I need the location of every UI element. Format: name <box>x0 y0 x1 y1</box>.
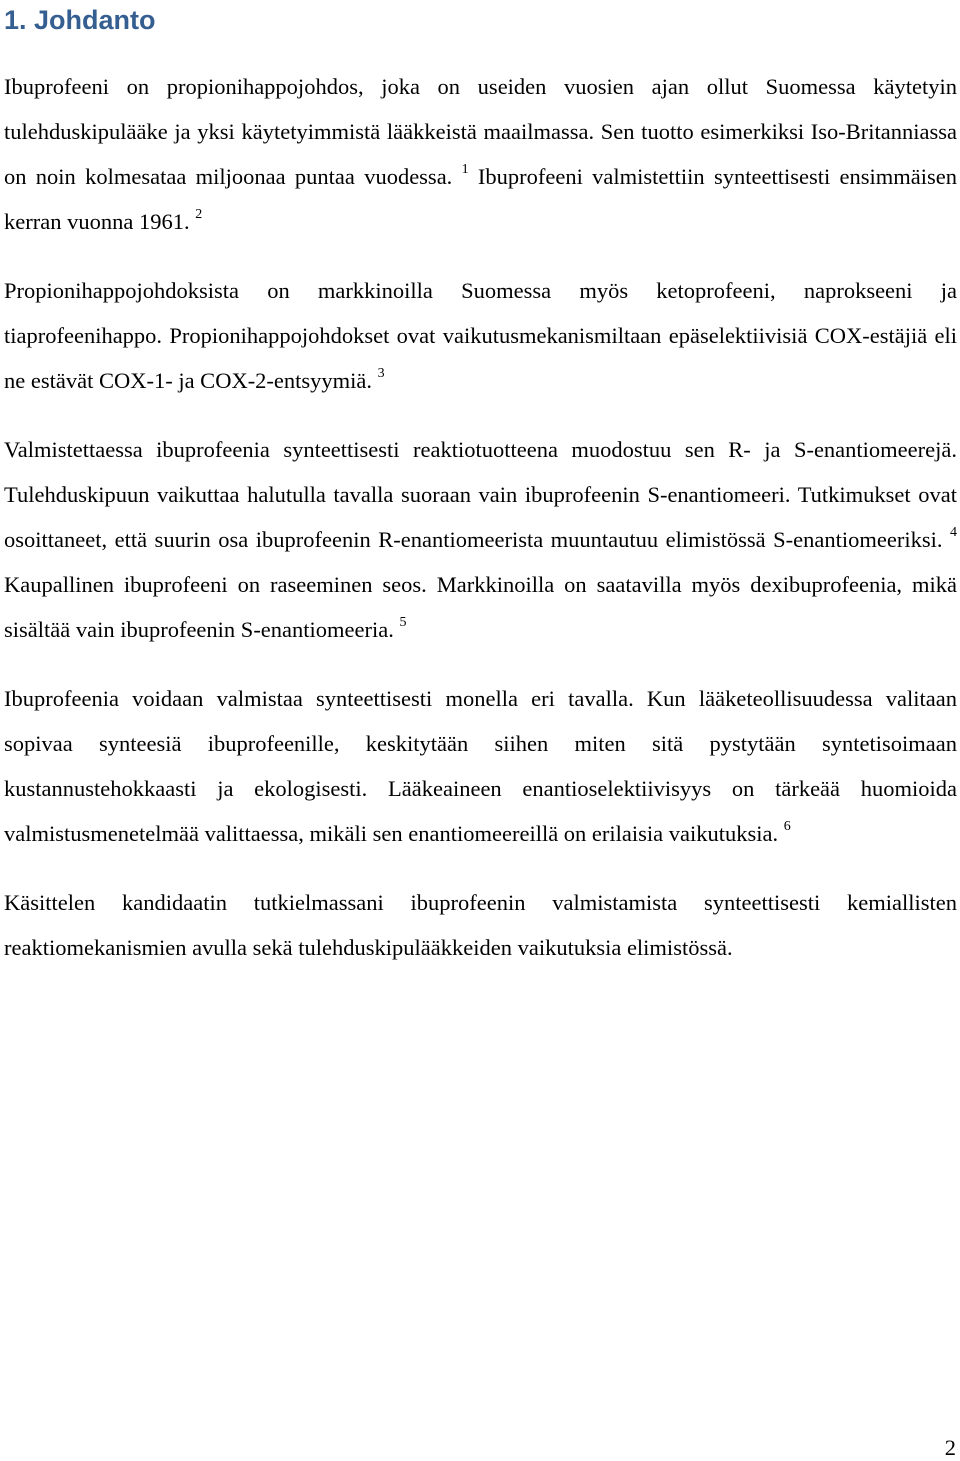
footnote-ref-6: 6 <box>783 818 791 834</box>
paragraph-propionic-derivatives <box>4 268 957 403</box>
page-number: 2 <box>944 1435 956 1460</box>
document-body <box>4 64 957 994</box>
footnote-ref-2: 2 <box>195 206 203 222</box>
paragraph-text: Ibuprofeeni valmistettiin synteettisesti ensimmäisen kerran vuonna 1961. <box>4 164 957 234</box>
paragraph-text: Kaupallinen ibuprofeeni on raseeminen seos. Markkinoilla on saatavilla myös dexibuprofeenia, mikä sisältää vain ibuprofeenin S-enantiomeeria. <box>4 572 957 642</box>
paragraph-text: Käsittelen kandidaatin tutkielmassani ibuprofeenin valmistamista synteettisesti kemiallisten reaktiomekanismien avulla sekä tulehduskipulääkkeiden vaikutuksia elimistössä. <box>4 890 957 960</box>
paragraph-text: Propionihappojohdoksista on markkinoilla Suomessa myös ketoprofeeni, naprokseeni ja tiaprofeenihappo. Propionihappojohdokset ovat vaikutusmekanismiltaan epäselektiivisiä COX-estäjiä eli ne estävät COX-1- ja COX-2-entsyymiä. <box>4 278 957 393</box>
section-heading: 1. Johdanto <box>4 5 156 35</box>
paragraph-intro <box>4 64 957 244</box>
paragraph-text: Ibuprofeenia voidaan valmistaa synteettisesti monella eri tavalla. Kun lääketeollisuudessa valitaan sopivaa synteesiä ibuprofeenille, keskitytään siihen miten sitä pystytään syntetisoimaan kustannustehokkaasti ja ekologisesti. Lääkeaineen enantioselektiivisyys on tärkeää huomioida valmistusmenetelmää valittaessa, mikäli sen enantiomeereillä on erilaisia vaikutuksia. <box>4 686 957 846</box>
paragraph-scope <box>4 880 957 970</box>
paragraph-text: Ibuprofeeni on propionihappojohdos, joka on useiden vuosien ajan ollut Suomessa käytetyin tulehduskipulääke ja yksi käytetyimmistä lääkkeistä maailmassa. Sen tuotto esimerkiksi Iso-Britanniassa on noin kolmesataa miljoonaa puntaa vuodessa. <box>4 74 957 189</box>
footnote-ref-5: 5 <box>399 614 407 630</box>
footnote-ref-1: 1 <box>461 161 469 177</box>
footnote-ref-3: 3 <box>377 365 385 381</box>
footnote-ref-4: 4 <box>950 524 957 540</box>
paragraph-synthesis <box>4 676 957 856</box>
paragraph-enantiomers <box>4 427 957 652</box>
paragraph-text: Valmistettaessa ibuprofeenia synteettisesti reaktiotuotteena muodostuu sen R- ja S-enantiomeerejä. Tulehduskipuun vaikuttaa halutulla tavalla suoraan vain ibuprofeenin S-enantiomeeri. Tutkimukset ovat osoittaneet, että suurin osa ibuprofeenin R-enantiomeerista muuntautuu elimistössä S-enantiomeeriksi. <box>4 437 957 552</box>
